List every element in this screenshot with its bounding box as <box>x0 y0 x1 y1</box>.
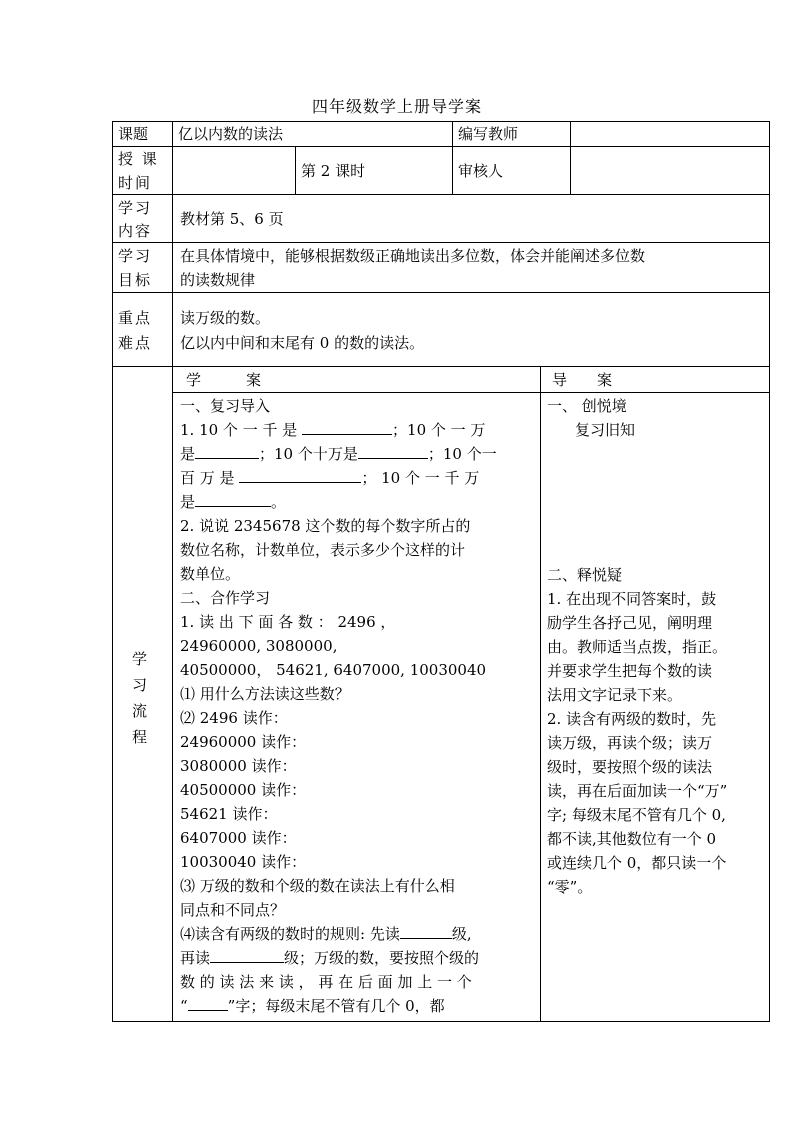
answer-blank[interactable] <box>358 442 428 459</box>
rule-line4 <box>180 994 536 1018</box>
q1-text: ；10 个 一 万 <box>392 421 486 439</box>
study-column <box>180 394 536 1018</box>
read-as-3080000: 3080000 读作： <box>180 757 297 775</box>
review-q1-line1 <box>180 418 536 442</box>
review-q1-line4 <box>180 490 536 514</box>
author-label: 编写教师 <box>458 125 519 143</box>
q1-text: ； 10 个 一 千 万 <box>361 469 480 487</box>
guide-text: 字; 每级末尾不管有几个 0, <box>547 806 726 824</box>
content-label-1: 学习 <box>118 199 153 217</box>
goal-label-2: 目标 <box>118 271 153 289</box>
reviewer-label: 审核人 <box>458 162 504 180</box>
guide-title-2: 二、释悦疑 <box>547 566 623 584</box>
answer-blank[interactable] <box>195 490 271 507</box>
key-label-2: 难点 <box>118 334 153 352</box>
read-as-6407000: 6407000 读作： <box>180 829 297 847</box>
q1-text: ；10 个一 <box>427 445 497 463</box>
guide-text: “零”。 <box>547 878 593 896</box>
review-q2-line3: 数单位。 <box>180 565 241 583</box>
review-q1-line3 <box>180 466 536 490</box>
read-as-40500000: 40500000 读作： <box>180 781 307 799</box>
q1-text: 1. 10 个 一 千 是 <box>180 421 298 439</box>
guide-title-1: 一、 创悦境 <box>547 397 627 415</box>
goal-line-1: 在具体情境中，能够根据数级正确地读出多位数，体会并能阐述多位数 <box>180 247 646 265</box>
read-numbers-line1: 1. 读 出 下 面 各 数 ： 2496 ， <box>180 613 396 631</box>
process-label-char: 学 <box>132 650 148 668</box>
rule-line3: 数 的 读 法 来 读 ， 再 在 后 面 加 上 一 个 <box>180 973 472 991</box>
guide-text: 由。教师适当点拨，指正。 <box>547 638 728 656</box>
read-as-10030040: 10030040 读作： <box>180 853 307 871</box>
read-numbers-line3: 40500000， 54621, 6407000, 10030040 <box>180 661 487 679</box>
guide-text: 读万级，再读个级；读万 <box>547 734 713 752</box>
review-q1-line2 <box>180 442 536 466</box>
read-as-2496: ⑵ 2496 读作： <box>180 709 288 727</box>
question-compare-1: ⑶ 万级的数和个级的数在读法上有什么相 <box>180 877 455 895</box>
key-line-1: 读万级的数。 <box>180 309 271 327</box>
answer-blank[interactable] <box>188 994 228 1011</box>
key-line-2: 亿以内中间和末尾有 0 的数的读法。 <box>180 334 425 352</box>
process-label-char: 习 <box>132 676 148 694</box>
rule-text: 级；万级的数，要按照个级的 <box>284 949 480 967</box>
q1-text: 是 <box>180 493 196 511</box>
page-title: 四年级数学上册导学案 <box>311 97 482 116</box>
review-q2-line2: 数位名称，计数单位，表示多少个这样的计 <box>180 541 466 559</box>
q1-text: 百 万 是 <box>180 469 235 487</box>
guide-text: 1. 在出现不同答案时，鼓 <box>547 590 717 608</box>
period-label-1: 授 课 <box>118 150 159 168</box>
coop-title: 二、合作学习 <box>180 589 271 607</box>
read-numbers-line2: 24960000, 3080000, <box>180 637 338 655</box>
rule-text: “ <box>180 997 188 1015</box>
guide-text: 励学生各抒己见，阐明理 <box>547 614 713 632</box>
answer-blank[interactable] <box>302 418 392 435</box>
process-label <box>132 646 152 750</box>
guide-text: 都不读,其他数位有一个 0 <box>547 830 717 848</box>
q1-text: 是 <box>180 445 196 463</box>
q1-text: ；10 个十万是 <box>259 445 358 463</box>
goal-line-2: 的读数规律 <box>180 271 256 289</box>
review-q2-line1: 2. 说说 2345678 这个数的每个数字所占的 <box>180 517 471 535</box>
answer-blank[interactable] <box>210 946 284 963</box>
guide-column <box>547 394 767 442</box>
read-as-24960000: 24960000 读作： <box>180 733 307 751</box>
process-label-char: 流 <box>132 702 148 720</box>
guide-text: 法用文字记录下来。 <box>547 686 683 704</box>
answer-blank[interactable] <box>195 442 259 459</box>
guide-text: 2. 读含有两级的数时，先 <box>547 710 717 728</box>
question-method: ⑴ 用什么方法读这些数？ <box>180 685 350 703</box>
topic-value: 亿以内数的读法 <box>178 125 284 143</box>
rule-text: ⑷读含有两级的数时的规则: 先读 <box>180 925 400 943</box>
study-header: 学 案 <box>186 371 262 389</box>
q1-text: 。 <box>271 493 287 511</box>
rule-text: 级, <box>451 925 472 943</box>
answer-blank[interactable] <box>239 466 361 483</box>
answer-blank[interactable] <box>400 922 452 939</box>
guide-text: 级时，要按照个级的读法 <box>547 758 713 776</box>
guide-text: 并要求学生把每个数的读 <box>547 662 713 680</box>
guide-text: 或连续几个 0，都只读一个 <box>547 854 727 872</box>
guide-column-2 <box>547 563 767 899</box>
content-value: 教材第 5、6 页 <box>180 210 284 228</box>
rule-line2 <box>180 946 536 970</box>
key-label-1: 重点 <box>118 309 153 327</box>
guide-sub-1: 复习旧知 <box>575 421 636 439</box>
guide-text: 读，再在后面加读一个“万” <box>547 782 728 800</box>
question-compare-2: 同点和不同点？ <box>180 901 286 919</box>
guide-header: 导 案 <box>552 371 613 389</box>
process-label-char: 程 <box>132 728 148 746</box>
lesson-value: 第 2 课时 <box>301 162 366 180</box>
read-as-54621: 54621 读作： <box>180 805 278 823</box>
rule-text: ”字；每级末尾不管有几个 0，都 <box>227 997 445 1015</box>
rule-line1 <box>180 922 536 946</box>
period-label-2: 时间 <box>118 174 153 192</box>
topic-label: 课题 <box>118 125 149 143</box>
review-title: 一、复习导入 <box>180 397 271 415</box>
content-label-2: 内容 <box>118 222 153 240</box>
rule-text: 再读 <box>180 949 211 967</box>
goal-label-1: 学习 <box>118 247 153 265</box>
